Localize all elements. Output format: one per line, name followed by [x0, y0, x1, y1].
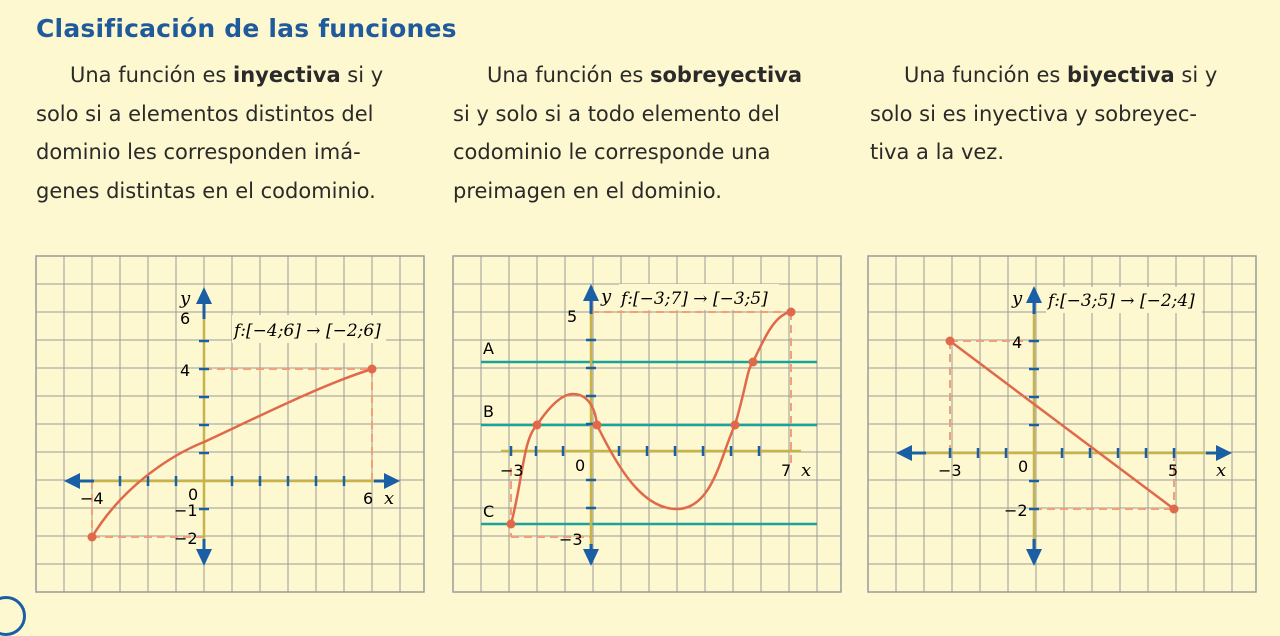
point	[593, 421, 602, 430]
y-arrow-up-icon	[1026, 286, 1042, 303]
x-arrow-right-icon	[1216, 445, 1232, 461]
y-tick-label: −2	[174, 529, 198, 548]
paragraph-line: si y solo si a todo elemento del	[453, 101, 780, 126]
paragraph-line: preimagen en el dominio.	[453, 178, 722, 203]
graph-bijective	[866, 254, 1260, 595]
y-axis-label: y	[1012, 288, 1023, 309]
y-tick-label: −3	[559, 530, 583, 549]
x-axis-label: x	[801, 460, 812, 481]
y-tick-label: −2	[1004, 501, 1028, 520]
point	[749, 358, 758, 367]
function-curve	[511, 312, 791, 524]
x-axis-label: x	[384, 488, 395, 509]
y-tick-label: 6	[180, 309, 191, 328]
function-label: f:[−3;5] → [−2;4]	[1048, 291, 1195, 311]
endpoint	[88, 533, 97, 542]
y-arrow-up-icon	[196, 287, 212, 304]
point	[507, 520, 516, 529]
point	[533, 421, 542, 430]
graph-surjective	[451, 254, 845, 595]
function-label: f:[−3;7] → [−3;5]	[621, 289, 768, 309]
y-tick-label: 4	[180, 361, 191, 380]
origin-label: 0	[1018, 457, 1029, 476]
y-axis-label: y	[601, 286, 612, 307]
corner-marker	[0, 596, 26, 636]
y-axis-label: y	[180, 288, 191, 309]
x-tick-label: −4	[80, 489, 104, 508]
origin-label: 0	[575, 456, 586, 475]
y-arrow-up-icon	[583, 284, 599, 301]
paragraph-line: Una función es sobreyectiva	[487, 63, 803, 87]
paragraph-line: Una función es inyectiva si y	[70, 63, 384, 87]
term-surjective: sobreyectiva	[650, 63, 803, 87]
paragraph-line: solo si es inyectiva y sobreyec-	[870, 101, 1197, 126]
y-arrow-down-icon	[1026, 549, 1042, 566]
paragraph-line: tiva a la vez.	[870, 140, 1005, 164]
paragraph-line: codominio le corresponde una	[453, 140, 771, 164]
graph-injective	[34, 254, 428, 595]
point	[787, 308, 796, 317]
x-tick-label: −3	[938, 461, 962, 480]
x-tick-label: 6	[363, 489, 374, 508]
paragraph-line: genes distintas en el codominio.	[36, 178, 376, 203]
x-tick-label: 7	[781, 461, 792, 480]
line-label-c: C	[483, 502, 495, 521]
y-tick-label: −1	[174, 501, 198, 520]
y-arrow-down-icon	[583, 549, 599, 566]
paragraph-surjective	[453, 56, 845, 210]
term-bijective: biyectiva	[1067, 63, 1175, 87]
paragraph-injective	[36, 56, 428, 210]
line-label-b: B	[483, 402, 494, 421]
paragraph-line: dominio les corresponden imá-	[36, 140, 361, 164]
x-arrow-right-icon	[384, 473, 400, 489]
line-label-a: A	[483, 339, 494, 358]
section-heading: Clasificación de las funciones	[36, 14, 457, 43]
y-tick-label: 4	[1012, 333, 1023, 352]
grid	[36, 256, 424, 592]
paragraph-bijective	[870, 56, 1262, 172]
paragraph-line: Una función es biyectiva si y	[904, 63, 1218, 87]
term-injective: inyectiva	[233, 63, 341, 87]
x-arrow-left-icon	[896, 445, 912, 461]
x-tick-label: −3	[500, 461, 524, 480]
y-tick-label: 5	[567, 307, 578, 326]
x-tick-label: 5	[1168, 461, 1179, 480]
graph-surjective-svg	[451, 254, 845, 595]
endpoint	[1170, 505, 1179, 514]
point	[731, 421, 740, 430]
endpoint	[946, 337, 955, 346]
function-line	[950, 341, 1174, 509]
y-arrow-down-icon	[196, 549, 212, 566]
graph-bijective-svg	[866, 254, 1260, 595]
x-arrow-left-icon	[64, 473, 80, 489]
paragraph-line: solo si a elementos distintos del	[36, 101, 374, 126]
endpoint	[368, 365, 377, 374]
graph-injective-svg	[34, 254, 428, 595]
function-label: f:[−4;6] → [−2;6]	[234, 321, 381, 341]
x-axis-label: x	[1216, 460, 1227, 481]
origin-label: 0	[188, 485, 199, 504]
